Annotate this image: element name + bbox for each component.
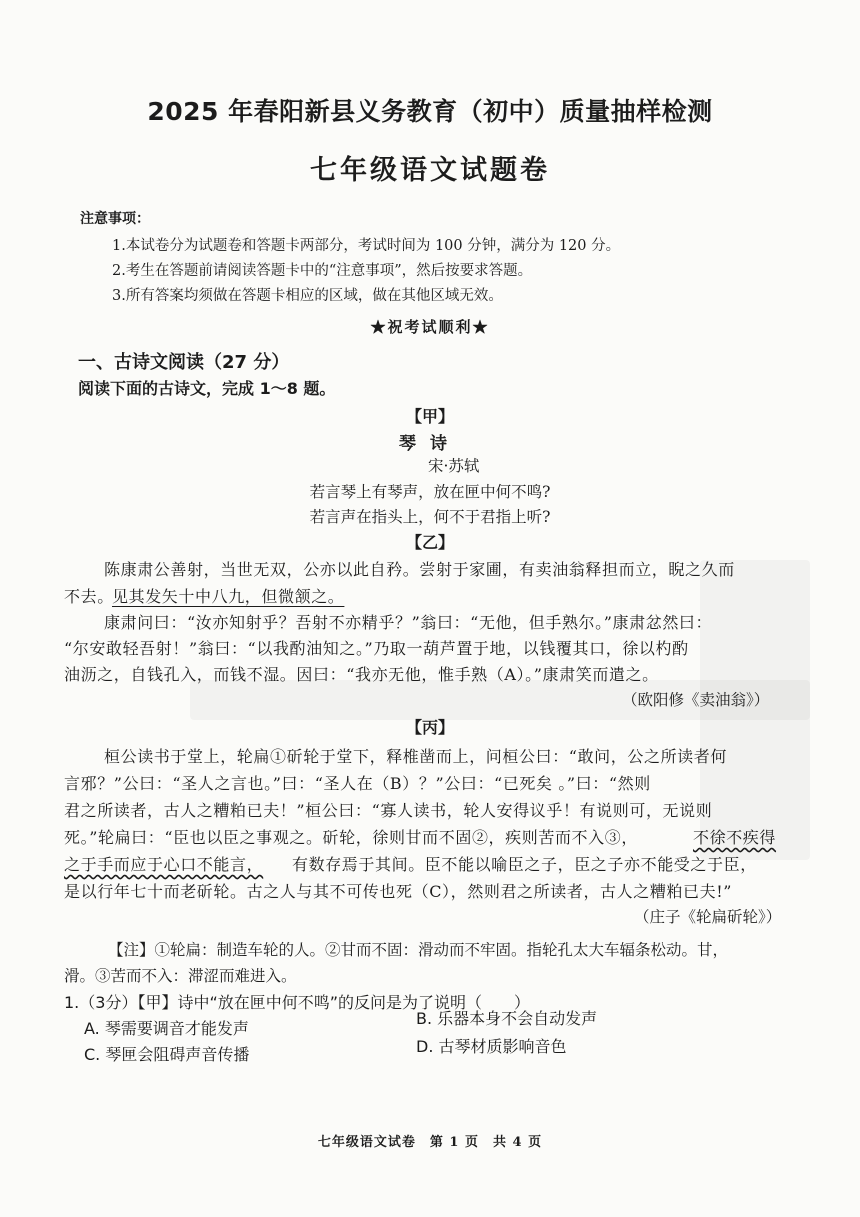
poem-title: 琴诗 <box>399 434 461 454</box>
blessing-line: ★祝考试顺利★ <box>370 318 490 336</box>
exam-title: 2025 年春阳新县义务教育（初中）质量抽样检测 <box>147 97 713 126</box>
question-1-option-b: B. 乐器本身不会自动发声 <box>416 1009 598 1028</box>
passage-line: 桓公读书于堂上，轮扁①斫轮于堂下，释椎凿而上，问桓公曰：“敢问，公之所读者何 <box>104 747 727 766</box>
passage-line: “尔安敢轻吾射！”翁曰：“以我酌油知之。”乃取一葫芦置于地，以钱覆其口，徐以杓酌 <box>64 639 689 658</box>
exam-subtitle: 七年级语文试题卷 <box>310 155 550 186</box>
passage-label-yi: 【乙】 <box>405 533 454 552</box>
notice-item: 1.本试卷分为试题卷和答题卡两部分，考试时间为 100 分钟，满分为 120 分。 <box>112 238 621 254</box>
question-1-option-a: A. 琴需要调音才能发声 <box>84 1019 249 1038</box>
notice-item: 2.考生在答题前请阅读答题卡中的“注意事项”，然后按要求答题。 <box>112 263 533 279</box>
passage-line: 死。”轮扁曰：“臣也以臣之事观之。斫轮，徐则甘而不固②，疾则苦而不入③， <box>64 828 638 847</box>
poem-line: 若言琴上有琴声，放在匣中何不鸣? <box>309 483 551 501</box>
notice-heading: 注意事项： <box>80 211 150 227</box>
passage-line: 不去。 <box>64 587 114 606</box>
passage-label-bing: 【丙】 <box>405 718 454 737</box>
page-footer: 七年级语文试卷 第 1 页 共 4 页 <box>317 1135 543 1150</box>
question-1-stem: 1.（3分）【甲】诗中“放在匣中何不鸣”的反问是为了说明（ ） <box>64 993 531 1012</box>
poem-line: 若言声在指头上，何不于君指上听? <box>309 508 551 526</box>
passage-label-jia: 【甲】 <box>405 407 454 426</box>
passage-line: 有数存焉于其间。臣不能以喻臣之子，臣之子亦不能受之于臣， <box>292 855 757 874</box>
question-1-option-d: D. 古琴材质影响音色 <box>416 1037 567 1056</box>
passage-line: 康肃问曰：“汝亦知射乎？吾射不亦精乎？”翁曰：“无他，但手熟尔。”康肃忿然曰： <box>104 613 713 632</box>
wavy-underlined-phrase: 之于手而应于心口不能言， <box>64 855 264 874</box>
passage-source: （庄子《轮扁斫轮》） <box>634 908 782 926</box>
section-instruction: 阅读下面的古诗文，完成 1～8 题。 <box>78 379 336 398</box>
notice-item: 3.所有答案均须做在答题卡相应的区域，做在其他区域无效。 <box>112 288 503 304</box>
annotation-line: 滑。③苦而不入：滞涩而难进入。 <box>64 967 297 985</box>
poem-author: 宋·苏轼 <box>428 457 480 475</box>
passage-line: 言邪？”公曰：“圣人之言也。”曰：“圣人在（B）？”公曰：“已死矣 。”曰：“然则 <box>64 774 651 793</box>
section-heading: 一、古诗文阅读（27 分） <box>78 352 290 373</box>
passage-line: 是以行年七十而老斫轮。古之人与其不可传也死（C），然则君之所读者，古人之糟粕已夫!” <box>64 882 733 901</box>
passage-line: 陈康肃公善射，当世无双，公亦以此自矜。尝射于家圃，有卖油翁释担而立，睨之久而 <box>104 560 735 579</box>
underlined-sentence: 见其发矢十中八九，但微颔之。 <box>112 587 345 606</box>
annotation-line: 【注】①轮扁：制造车轮的人。②甘而不固：滑动而不牢固。指轮孔太大车辐条松动。甘， <box>108 941 729 959</box>
passage-line: 油沥之，自钱孔入，而钱不湿。因曰：“我亦无他，惟手熟（A）。”康肃笑而遣之。 <box>64 665 659 684</box>
passage-source: （欧阳修《卖油翁》） <box>622 691 770 709</box>
passage-line: 君之所读者，古人之糟粕已夫！”桓公曰：“寡人读书，轮人安得议乎！有说则可，无说则 <box>64 801 713 820</box>
wavy-underlined-phrase: 不徐不疾得 <box>693 828 777 847</box>
question-1-option-c: C. 琴匣会阻碍声音传播 <box>84 1045 250 1064</box>
